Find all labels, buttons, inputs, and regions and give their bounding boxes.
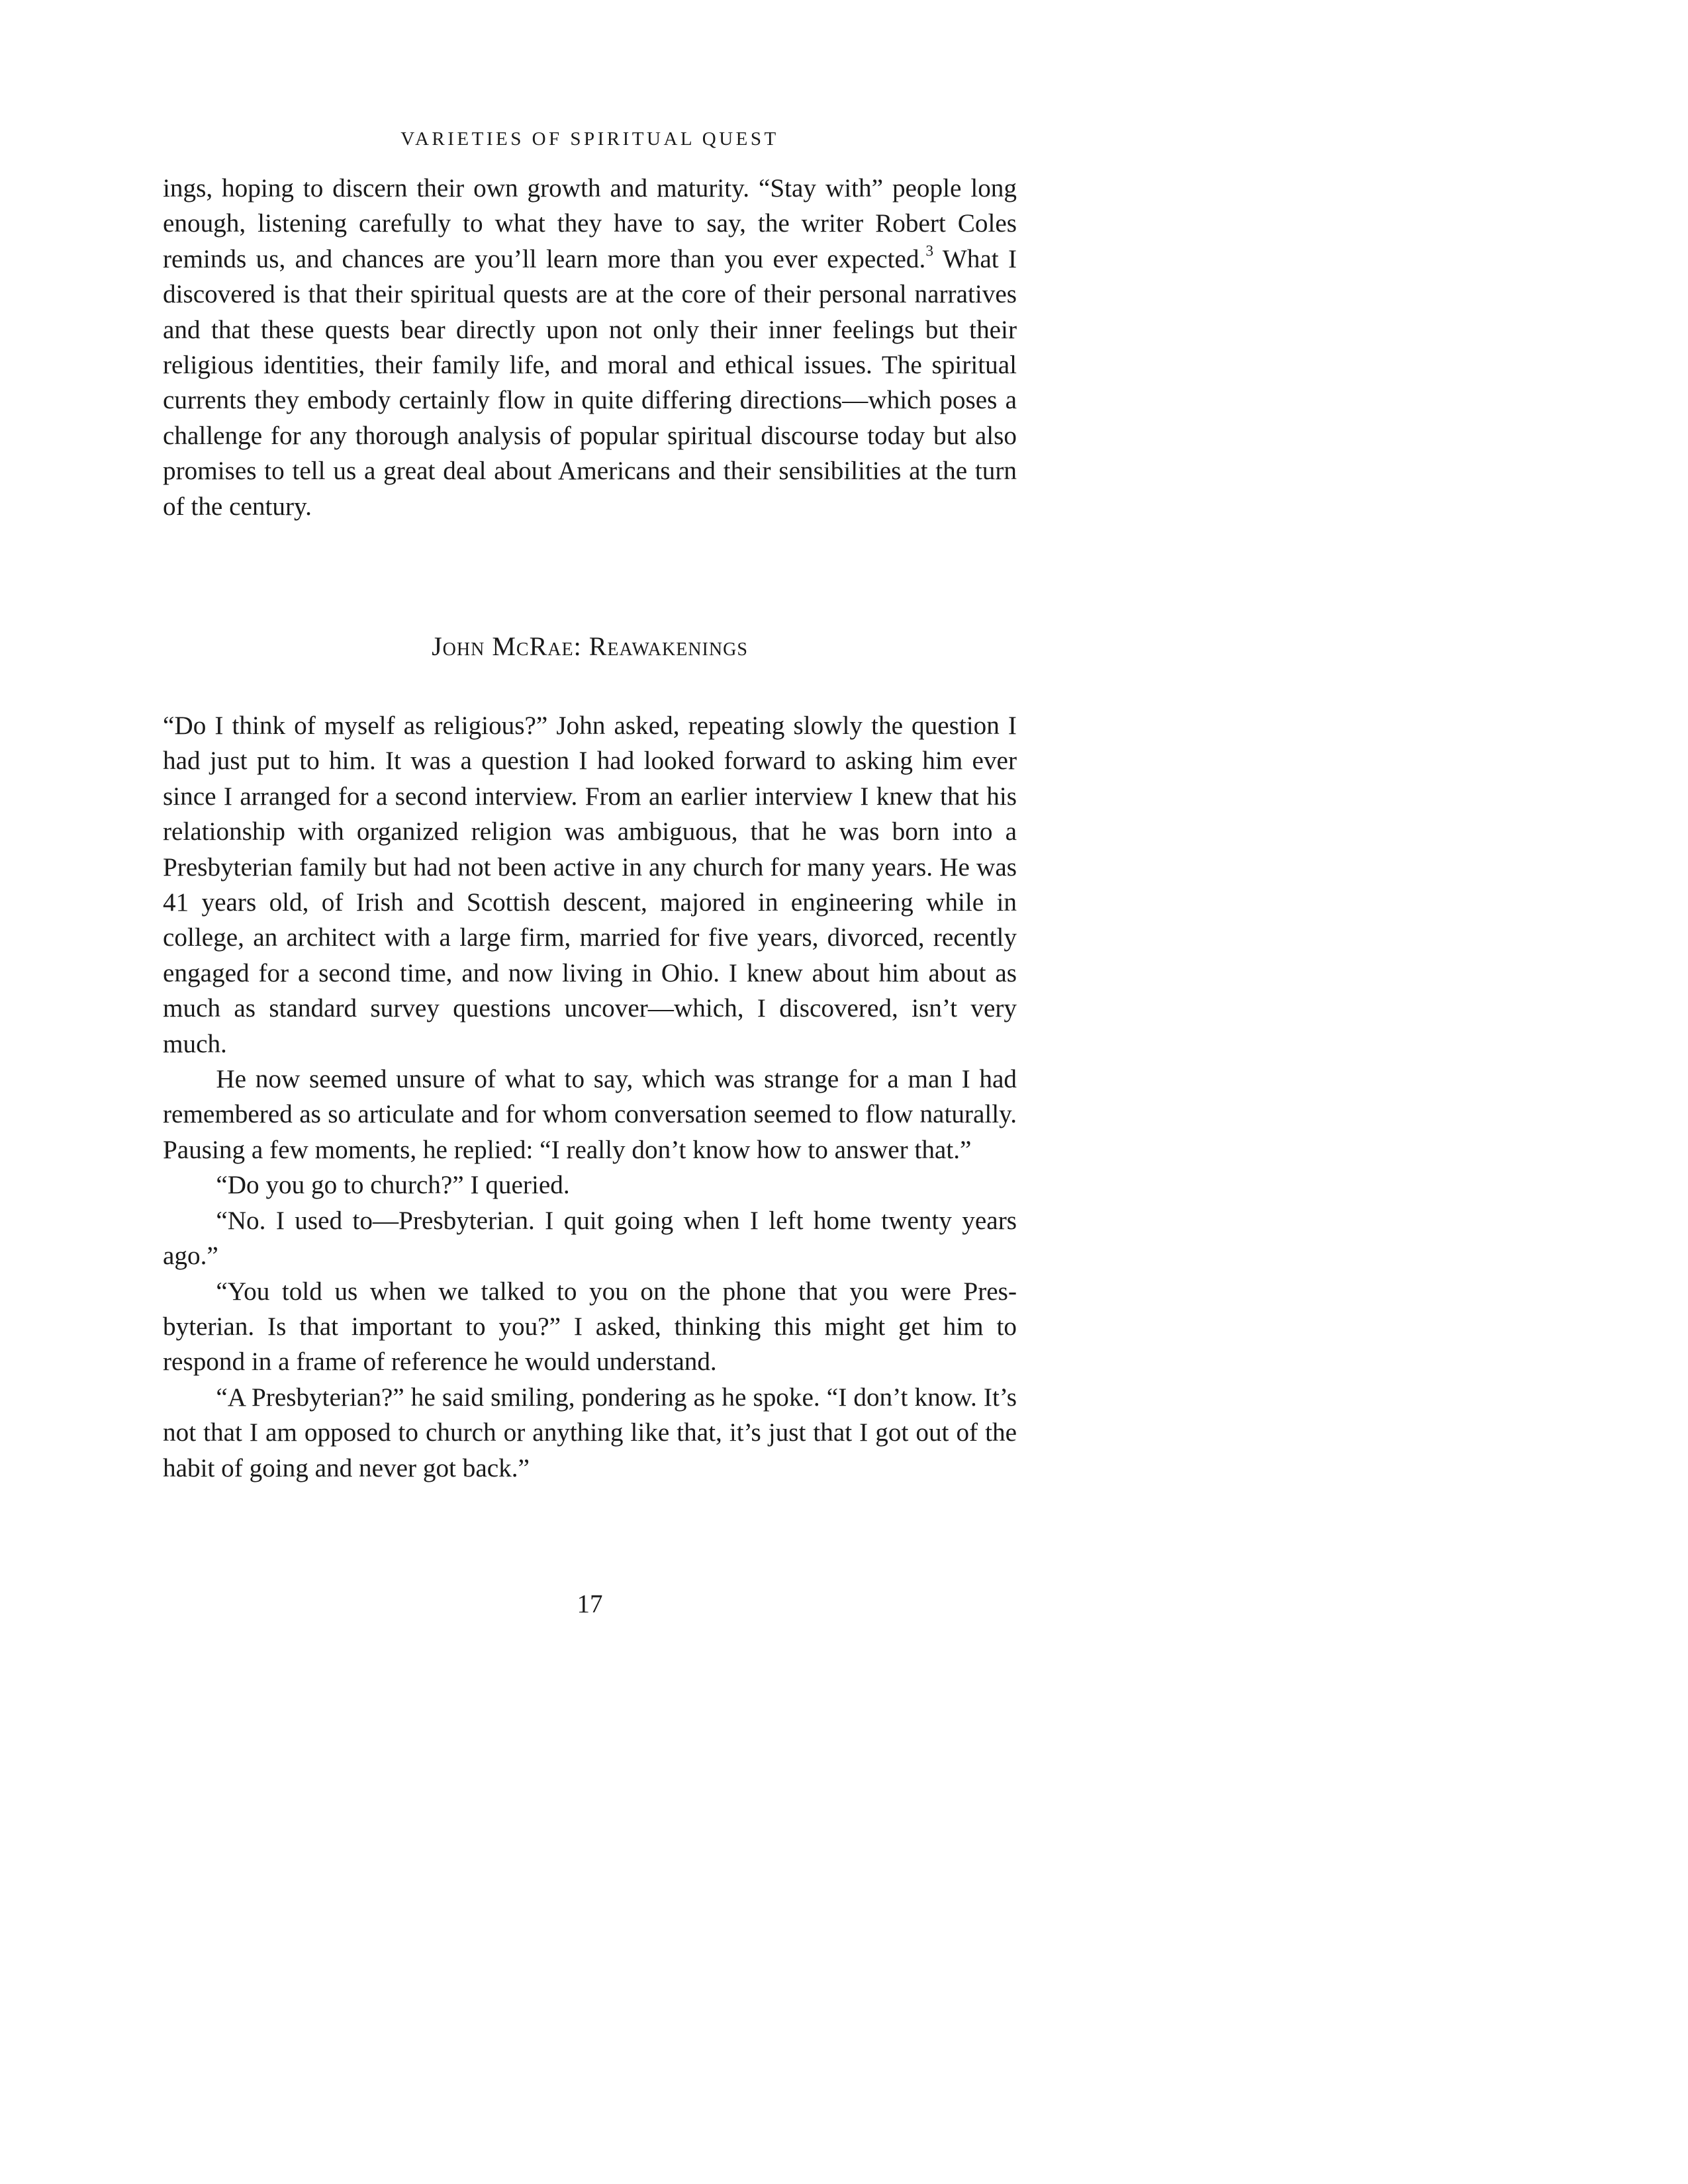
intro-text-after-note: What I discovered is that their spiritual quests are at the core of their personal narratives and that these quests bear directly upon not only their inner feelings but their religious identities, their family life, and moral and ethical issues. The spiritual currents they embody certainly flow in quite differing directions—which poses a challenge for any thorough analysis of popular spiritual discourse today but also promises to tell us a great deal about Americans and their sensibilities at the turn of the century. [163, 244, 1017, 521]
body-paragraph: He now seemed unsure of what to say, which was strange for a man I had remembered as so articulate and for whom conversation seemed to flow naturally. Pausing a few moments, he replied: “I really don’t know how to answer that.” [163, 1065, 1017, 1164]
intro-text-before-note: ings, hoping to discern their own growth and maturity. “Stay with” people long enough, listening carefully to what they have to say, the writer Robert Coles reminds us, and chances are you’ll learn more than you ever expected. [163, 174, 1017, 273]
intro-paragraph-text [163, 171, 1017, 524]
body-paragraph: “Do you go to church?” I queried. [216, 1171, 570, 1200]
body-paragraph: “Do I think of myself as religious?” John asked, repeating slowly the question I had just put to him. It was a question I had looked forward to asking him ever since I arranged for a second interview. From an earlier interview I knew that his relationship with organized religion was ambiguous, that he was born into a Presbyterian family but had not been active in any church for many years. He was 41 years old, of Irish and Scottish descent, majored in engineering while in college, an architect with a large firm, married for five years, divorced, recently engaged for a second time, and now living in Ohio. I knew about him about as much as standard survey questions uncover—which, I discovered, isn’t very much. [163, 711, 1017, 1058]
footnote-reference[interactable]: 3 [925, 242, 934, 260]
intro-paragraph [163, 171, 1017, 524]
section-body [163, 708, 1017, 1486]
body-paragraph: “A Presbyterian?” he said smiling, pondering as he spoke. “I don’t know. It’s not that I am opposed to church or anything like that, it’s just that I got out of the habit of going and never got back.” [163, 1383, 1017, 1482]
body-paragraph: “No. I used to—Presbyterian. I quit going when I left home twenty years ago.” [163, 1206, 1017, 1271]
page-number: 17 [577, 1590, 603, 1618]
running-head: VARIETIES OF SPIRITUAL QUEST [400, 128, 779, 150]
body-paragraph: “You told us when we talked to you on the phone that you were Presbyterian. Is that important to you?” I asked, thinking this might get him to respond in a frame of reference he would understand. [163, 1277, 1017, 1377]
section-heading: John McRae: Reawakenings [432, 631, 748, 661]
